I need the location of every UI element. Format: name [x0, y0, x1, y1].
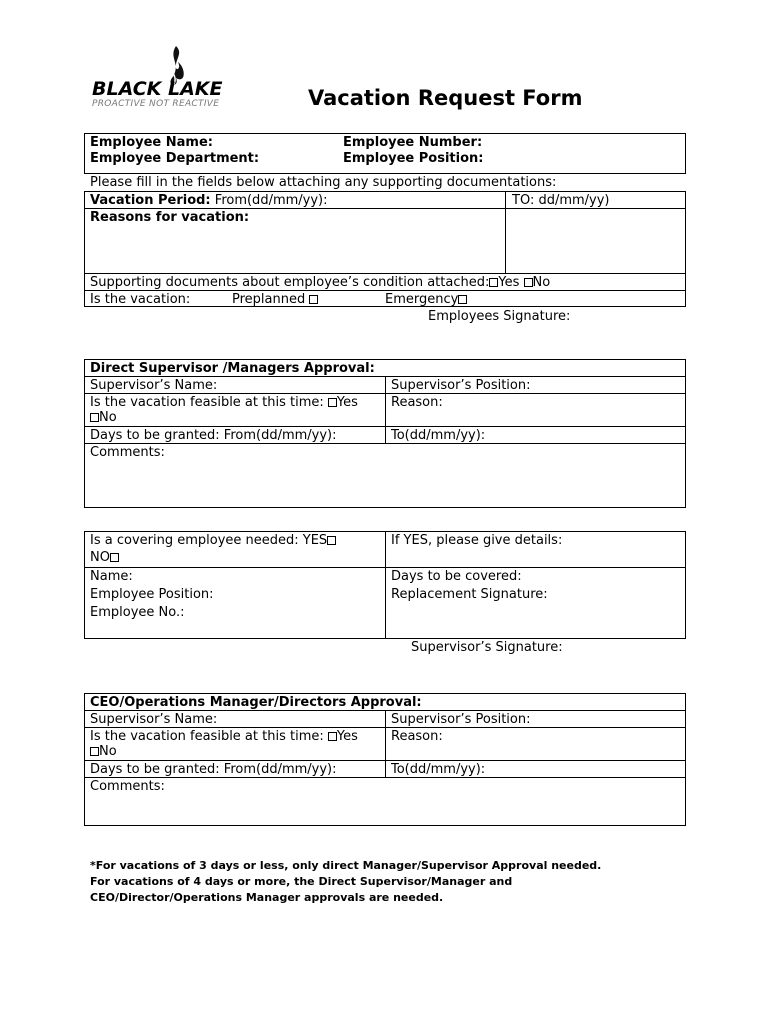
supervisor-name-label: Supervisor’s Name: — [90, 378, 218, 393]
supervisor-reason-label: Reason: — [391, 395, 443, 410]
feasible-yes-label: Yes — [336, 395, 358, 410]
ceo-approval-heading: CEO/Operations Manager/Directors Approval: — [90, 695, 422, 710]
divider — [84, 290, 686, 291]
footnote-line-1: *For vacations of 3 days or less, only direct Manager/Supervisor Approval needed. — [90, 859, 602, 872]
footnote — [90, 858, 601, 906]
ceo-position-label: Supervisor’s Position: — [391, 712, 531, 727]
supporting-docs-row — [90, 275, 550, 290]
employee-department-label: Employee Department: — [90, 151, 260, 166]
covering-no-row — [90, 550, 119, 565]
employee-position-label: Employee Position: — [343, 151, 484, 166]
supervisor-feasible-row — [90, 395, 358, 410]
covering-yes-checkbox[interactable] — [327, 536, 336, 545]
ceo-feasible-no-label: No — [99, 744, 117, 759]
covering-needed-row — [90, 533, 336, 548]
employee-name-label: Employee Name: — [90, 135, 213, 150]
employee-signature-label: Employees Signature: — [428, 309, 571, 324]
divider — [385, 710, 386, 777]
ceo-feasible-no-checkbox[interactable] — [90, 747, 99, 756]
ceo-feasible-row — [90, 729, 358, 744]
divider — [385, 531, 386, 639]
docs-yes-checkbox[interactable] — [489, 278, 498, 287]
divider — [84, 208, 686, 209]
vacation-period-to: TO: dd/mm/yy) — [512, 193, 610, 208]
covering-needed-label: Is a covering employee needed: YES — [90, 533, 328, 548]
supervisor-comments-label: Comments: — [90, 445, 165, 460]
ceo-feasible-no-row — [90, 744, 117, 759]
supervisor-position-label: Supervisor’s Position: — [391, 378, 531, 393]
emergency-label: Emergency — [385, 292, 459, 307]
docs-no-label: No — [532, 275, 551, 290]
covering-details-label: If YES, please give details: — [391, 533, 563, 548]
divider — [84, 443, 686, 444]
logo-text: BLACK LAKE — [92, 78, 223, 100]
ceo-comments-label: Comments: — [90, 779, 165, 794]
covering-position-label: Employee Position: — [90, 587, 214, 602]
ceo-days-from-label: Days to be granted: From(dd/mm/yy): — [90, 762, 337, 777]
employee-number-label: Employee Number: — [343, 135, 483, 150]
preplanned-checkbox[interactable] — [309, 295, 318, 304]
ceo-feasible-yes-label: Yes — [336, 729, 358, 744]
feasible-yes-checkbox[interactable] — [328, 398, 337, 407]
footnote-line-2: For vacations of 4 days or more, the Direct Supervisor/Manager and — [90, 875, 513, 888]
ceo-days-to-label: To(dd/mm/yy): — [391, 762, 486, 777]
docs-yes-label: Yes — [498, 275, 520, 290]
covering-no-label: NO — [90, 550, 110, 565]
reasons-label: Reasons for vacation: — [90, 210, 250, 225]
footnote-line-3: CEO/Director/Operations Manager approvals are needed. — [90, 891, 444, 904]
vacation-period-label: Vacation Period: — [90, 193, 211, 208]
supervisor-days-to-label: To(dd/mm/yy): — [391, 428, 486, 443]
supervisor-feasible-no-row — [90, 410, 117, 425]
ceo-feasible-label: Is the vacation feasible at this time: — [90, 729, 324, 744]
covering-name-label: Name: — [90, 569, 133, 584]
preplanned-label: Preplanned — [232, 292, 306, 307]
vacation-type-label: Is the vacation: — [90, 292, 191, 307]
emergency-checkbox[interactable] — [458, 295, 467, 304]
instructions-text: Please fill in the fields below attaching any supporting documentations: — [90, 175, 557, 190]
logo-tagline: PROACTIVE NOT REACTIVE — [92, 99, 220, 109]
covering-number-label: Employee No.: — [90, 605, 185, 620]
divider — [385, 376, 386, 443]
divider — [84, 273, 686, 274]
supervisor-approval-heading: Direct Supervisor /Managers Approval: — [90, 361, 375, 376]
divider — [505, 191, 506, 273]
page-title: Vacation Request Form — [308, 86, 583, 110]
preplanned-option — [232, 292, 318, 307]
feasible-no-checkbox[interactable] — [90, 413, 99, 422]
feasible-label: Is the vacation feasible at this time: — [90, 395, 324, 410]
feasible-no-label: No — [99, 410, 117, 425]
vacation-period-from: From(dd/mm/yy): — [214, 193, 328, 208]
replacement-signature-label: Replacement Signature: — [391, 587, 548, 602]
vacation-period-row — [90, 193, 328, 208]
covering-no-checkbox[interactable] — [110, 553, 119, 562]
supporting-docs-label: Supporting documents about employee’s condition attached: — [90, 275, 490, 290]
days-covered-label: Days to be covered: — [391, 569, 522, 584]
divider — [84, 777, 686, 778]
supervisor-days-from-label: Days to be granted: From(dd/mm/yy): — [90, 428, 337, 443]
ceo-feasible-yes-checkbox[interactable] — [328, 732, 337, 741]
emergency-option — [385, 292, 467, 307]
docs-no-checkbox[interactable] — [524, 278, 533, 287]
ceo-reason-label: Reason: — [391, 729, 443, 744]
ceo-name-label: Supervisor’s Name: — [90, 712, 218, 727]
supervisor-signature-label: Supervisor’s Signature: — [411, 640, 563, 655]
company-logo — [90, 44, 250, 112]
